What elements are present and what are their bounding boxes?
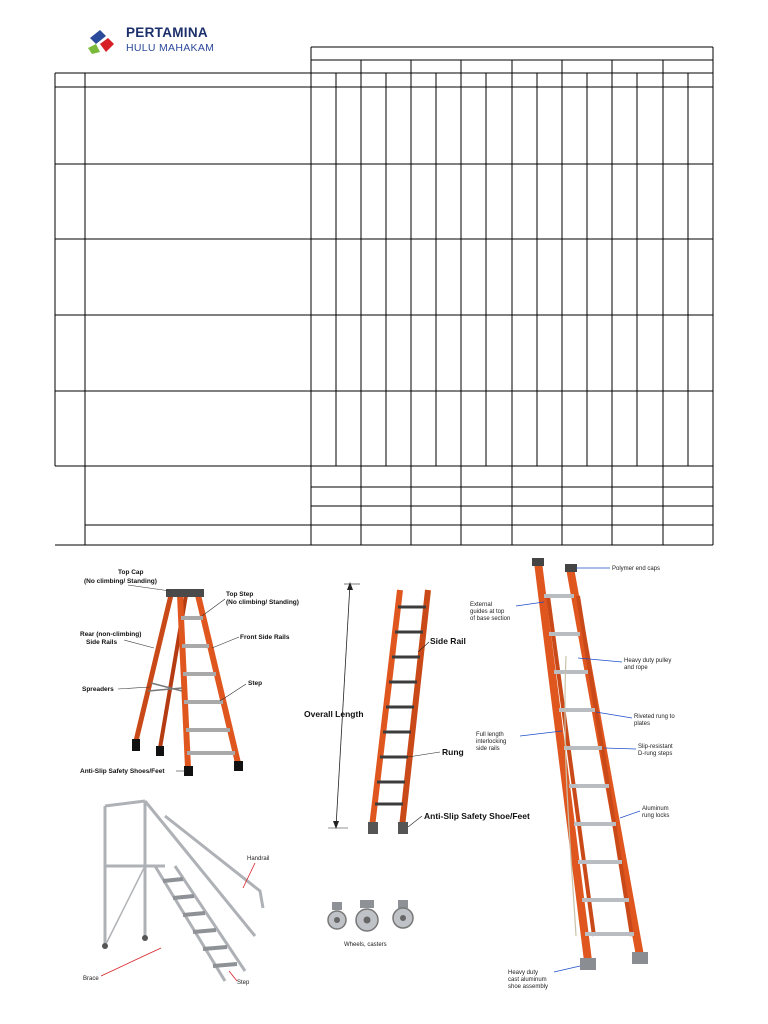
label-handrail: Handrail [247,856,270,862]
label-rails-2: interlocking [476,739,507,745]
label-brace: Brace [83,976,99,982]
platform-ladder-diagram [75,796,295,996]
label-anti-slip-shoes: Anti-Slip Safety Shoes/Feet [80,768,165,775]
label-shoe-2: cast aluminum [508,977,547,983]
label-guides-1: External [470,602,493,608]
label-top-step-note: (No climbing/ Standing) [226,599,299,606]
label-guides-2: guides at top [470,609,505,615]
caster-wheel-icon [356,900,378,931]
label-top-cap: Top Cap [118,569,144,576]
label-pulley-1: Heavy duty pulley [624,658,672,664]
label-wheels-casters: Wheels, casters [344,942,387,948]
label-side-rail: Side Rail [430,636,466,646]
label-overall-length: Overall Length [304,709,364,719]
label-rear-rails-2: Side Rails [86,639,118,646]
label-rung: Rung [442,747,464,757]
label-rails-3: side rails [476,746,500,752]
casters-diagram [318,896,428,954]
label-top-cap-note: (No climbing/ Standing) [84,578,157,585]
label-rails-1: Full length [476,732,504,738]
step-ladder-diagram [78,563,303,788]
label-riveted-2: plates [634,721,651,727]
label-rear-rails: Rear (non-climbing) [80,631,142,638]
label-pulley-2: and rope [624,665,648,671]
label-locks-1: Aluminum [642,806,669,812]
label-end-caps: Polymer end caps [612,566,661,572]
label-shoe-1: Heavy duty [508,970,539,976]
label-locks-2: rung locks [642,813,670,819]
label-riveted-1: Riveted rung to [634,714,675,720]
label-shoe-3: shoe assembly [508,984,549,990]
label-d-rung-1: Slip-resistant [638,744,673,750]
label-spreaders: Spreaders [82,686,114,693]
label-d-rung-2: D-rung steps [638,751,673,757]
label-step: Step [248,680,263,687]
caster-wheel-icon [393,900,413,928]
label-front-rails: Front Side Rails [240,634,290,641]
label-guides-3: of base section [470,616,511,622]
caster-wheel-icon [328,902,346,929]
label-anti-slip-shoe: Anti-Slip Safety Shoe/Feet [424,811,530,821]
company-name: PERTAMINA [126,25,208,40]
company-division: HULU MAHAKAM [126,42,215,54]
extension-ladder-diagram [470,556,710,996]
label-step-platform: Step [237,980,250,986]
label-top-step: Top Step [226,591,254,598]
